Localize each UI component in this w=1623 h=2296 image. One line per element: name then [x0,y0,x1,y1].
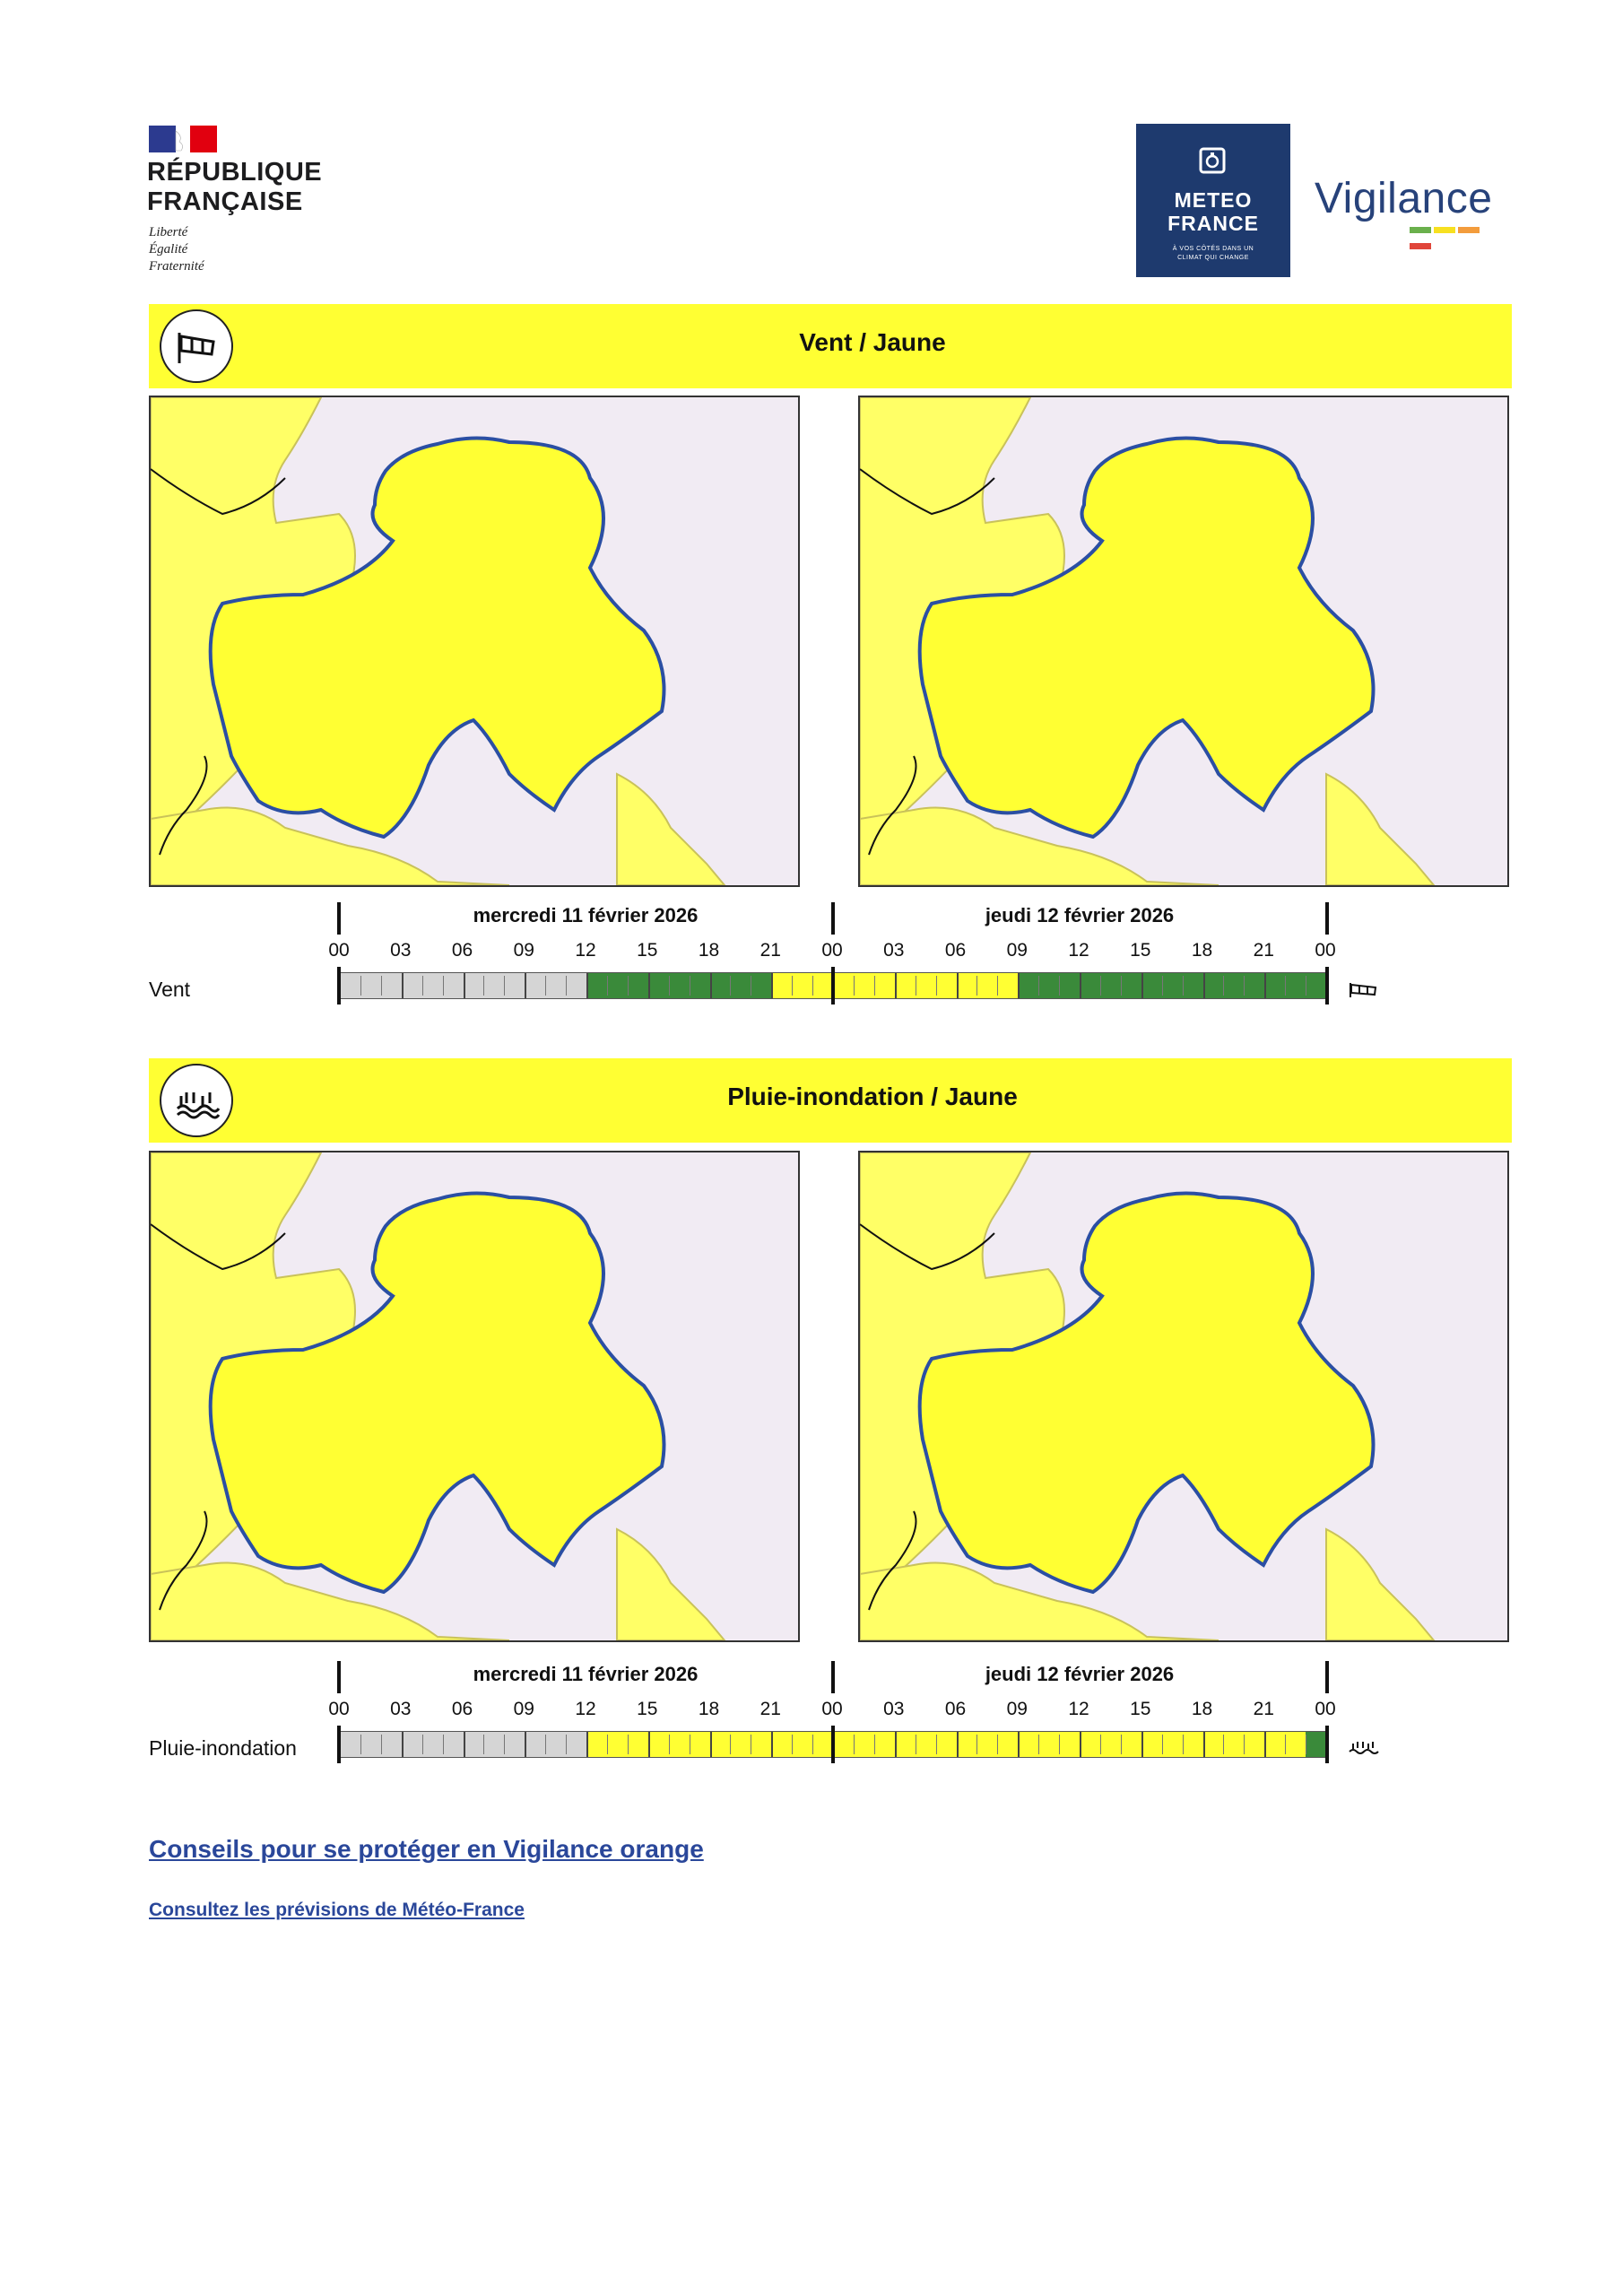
pluie-banner [149,1058,1512,1143]
vent-hour-tick [360,976,361,996]
pluie-day2-label: jeudi 12 février 2026 [985,1663,1175,1685]
vent-hour-tick [1059,976,1060,996]
pluie-bar-divider-middle [831,1726,835,1763]
vent-hour-tick [710,973,712,998]
pluie-hour-tick [1264,1732,1266,1757]
pluie-hour-tick [648,1732,650,1757]
vent-map-day2 [858,396,1509,887]
vent-hour-tick [607,976,608,996]
vent-day-divider-end [1325,902,1329,935]
vigilance-bar-green [1410,227,1431,233]
vent-hour-tick [854,976,855,996]
vent-bar-divider-end [1325,967,1329,1004]
vent-hour-tick [792,976,793,996]
vent-hour-tick [1080,973,1081,998]
pluie-hour-label: 18 [1191,1699,1213,1719]
vent-bar-divider-middle [831,967,835,1004]
vent-hour-tick [1285,976,1286,996]
vent-hour-label: 12 [575,940,596,961]
vent-hour-label: 18 [1191,940,1213,961]
pluie-hour-label: 18 [698,1699,720,1719]
vent-hour-label: 00 [328,940,350,961]
vent-day-divider-start [337,902,341,935]
vent-hour-tick [545,976,546,996]
pluie-bar-divider-start [337,1726,341,1763]
vent-hour-label: 21 [1253,940,1274,961]
vigilance-bar-yellow [1434,227,1455,233]
pluie-hour-tick [402,1732,404,1757]
pluie-hour-tick [628,1735,629,1754]
vent-hour-tick [976,976,977,996]
pluie-hour-tick [874,1735,875,1754]
vent-hour-label: 09 [513,940,534,961]
republique-francaise-title [147,158,322,217]
vent-hour-tick [525,973,526,998]
pluie-hour-tick [1018,1732,1020,1757]
vent-hour-tick [586,973,588,998]
pluie-hour-label: 00 [821,1699,843,1719]
vent-hour-tick [1121,976,1122,996]
windsock-icon [160,309,233,383]
pluie-hour-label: 09 [513,1699,534,1719]
pluie-hour-tick [525,1732,526,1757]
pluie-hour-tick [1223,1735,1224,1754]
windsock-small-icon [1349,981,1379,999]
pluie-banner-title: Pluie-inondation / Jaune [727,1083,1018,1110]
vent-hour-tick [464,973,465,998]
motto-liberte: Liberté [149,225,188,239]
vent-hour-tick [1264,973,1266,998]
pluie-hour-tick [710,1732,712,1757]
pluie-hour-label: 21 [1253,1699,1274,1719]
pluie-hour-label: 00 [1315,1699,1336,1719]
vent-hour-tick [1203,973,1205,998]
vent-day-divider-middle [831,902,835,935]
vent-hour-label: 15 [637,940,658,961]
pluie-segment-green [1306,1732,1326,1757]
pluie-hour-tick [1285,1735,1286,1754]
meteo-line: METEO [1174,188,1253,212]
pluie-segment-yellow [586,1732,1306,1757]
pluie-hour-tick [669,1735,670,1754]
vigilance-advice-link[interactable]: Conseils pour se protéger en Vigilance orange [149,1835,704,1863]
pluie-hour-tick [443,1735,444,1754]
meteo-forecast-link[interactable]: Consultez les prévisions de Météo-France [149,1900,525,1920]
vent-hour-tick [402,973,404,998]
vent-hour-label: 12 [1068,940,1089,961]
pluie-hour-tick [730,1735,731,1754]
pluie-hour-label: 12 [1068,1699,1089,1719]
pluie-hour-tick [607,1735,608,1754]
pluie-hour-tick [812,1735,813,1754]
pluie-map-day2 [858,1151,1509,1642]
vent-hour-tick [895,973,897,998]
tagline-line-1: À VOS CÔTÉS DANS UN [1172,246,1254,252]
pluie-hour-tick [771,1732,773,1757]
motto-fraternite: Fraternité [149,259,204,274]
vent-hour-tick [504,976,505,996]
vent-hour-tick [381,976,382,996]
pluie-hour-tick [854,1735,855,1754]
vent-hour-tick [1244,976,1245,996]
vent-hour-label: 00 [1315,940,1336,961]
vent-hour-label: 00 [821,940,843,961]
pluie-hour-tick [422,1735,423,1754]
pluie-hour-tick [1162,1735,1163,1754]
vent-segment-green [1018,973,1326,998]
pluie-row-label: Pluie-inondation [149,1736,297,1760]
meteo-france-tagline [1154,245,1272,263]
meteo-france-name [1136,188,1290,235]
flood-small-icon [1349,1738,1379,1756]
pluie-hour-tick [381,1735,382,1754]
pluie-day-divider-end [1325,1661,1329,1693]
pluie-hour-tick [792,1735,793,1754]
vent-hour-tick [1162,976,1163,996]
pluie-hour-label: 12 [575,1699,596,1719]
vent-hour-tick [483,976,484,996]
pluie-hour-label: 15 [1130,1699,1151,1719]
vent-hour-label: 06 [451,940,473,961]
pluie-hour-label: 03 [390,1699,412,1719]
vent-bar-divider-start [337,967,341,1004]
francaise-line: FRANÇAISE [147,187,303,216]
vent-banner [149,304,1512,388]
pluie-hour-tick [976,1735,977,1754]
vent-row-label: Vent [149,978,191,1001]
vent-hour-tick [628,976,629,996]
vent-hour-tick [1038,976,1039,996]
france-line: FRANCE [1167,212,1259,235]
vent-hour-tick [957,973,959,998]
pluie-hour-axis [0,1699,1623,1722]
pluie-hour-tick [586,1732,588,1757]
republique-line: RÉPUBLIQUE [147,158,323,187]
vent-hour-tick [1183,976,1184,996]
motto-egalite: Égalité [149,242,188,257]
pluie-hour-label: 21 [759,1699,781,1719]
pluie-hour-label: 06 [451,1699,473,1719]
pluie-day-divider-middle [831,1661,835,1693]
vent-hour-tick [812,976,813,996]
vigilance-color-bars [1410,227,1505,233]
vigilance-bar-red [1410,243,1431,249]
pluie-hour-tick [545,1735,546,1754]
vent-banner-title: Vent / Jaune [799,328,946,356]
vigilance-bar-orange [1458,227,1480,233]
pluie-map-day1 [149,1151,800,1642]
pluie-day-divider-start [337,1661,341,1693]
pluie-hour-tick [1244,1735,1245,1754]
pluie-hour-tick [957,1732,959,1757]
vent-hour-label: 06 [944,940,967,961]
vent-hour-tick [730,976,731,996]
pluie-hour-tick [464,1732,465,1757]
pluie-hour-tick [1203,1732,1205,1757]
vent-hour-tick [1141,973,1143,998]
vent-hour-tick [443,976,444,996]
pluie-hour-tick [1183,1735,1184,1754]
pluie-hour-tick [1141,1732,1143,1757]
pluie-hour-tick [1038,1735,1039,1754]
vent-hour-tick [669,976,670,996]
pluie-hour-tick [997,1735,998,1754]
pluie-day1-label: mercredi 11 février 2026 [473,1663,699,1685]
vent-hour-label: 21 [759,940,781,961]
pluie-hour-label: 00 [328,1699,350,1719]
pluie-hour-label: 15 [637,1699,658,1719]
pluie-hour-tick [504,1735,505,1754]
vent-hour-label: 03 [883,940,905,961]
vent-hour-tick [874,976,875,996]
pluie-hour-tick [1080,1732,1081,1757]
pluie-hour-tick [1059,1735,1060,1754]
republique-francaise-flag-logo [149,126,217,152]
pluie-hour-label: 09 [1006,1699,1028,1719]
pluie-hour-label: 06 [944,1699,967,1719]
vent-hour-tick [1100,976,1101,996]
pluie-hour-tick [360,1735,361,1754]
pluie-hour-label: 03 [883,1699,905,1719]
vent-hour-tick [936,976,937,996]
pluie-hour-tick [566,1735,567,1754]
vent-hour-label: 18 [698,940,720,961]
vent-hour-tick [771,973,773,998]
vent-hour-label: 09 [1006,940,1028,961]
pluie-hour-tick [1100,1735,1101,1754]
vent-hour-tick [1018,973,1020,998]
vent-hour-tick [648,973,650,998]
vent-hour-axis [0,940,1623,963]
flood-icon [160,1064,233,1137]
vigilance-title: Vigilance [1315,175,1493,222]
meteo-france-emblem-icon [1199,147,1226,174]
vent-hour-label: 03 [390,940,412,961]
tagline-line-2: CLIMAT QUI CHANGE [1177,255,1249,261]
vent-segment-green [586,973,771,998]
vent-hour-tick [1223,976,1224,996]
vent-hour-label: 15 [1130,940,1151,961]
pluie-hour-tick [895,1732,897,1757]
pluie-hour-tick [936,1735,937,1754]
pluie-bar-divider-end [1325,1726,1329,1763]
pluie-hour-tick [1121,1735,1122,1754]
vent-hour-tick [997,976,998,996]
republique-motto [149,224,204,275]
pluie-hour-tick [483,1735,484,1754]
vent-day2-label: jeudi 12 février 2026 [985,904,1175,926]
vent-day1-label: mercredi 11 février 2026 [473,904,699,926]
vent-hour-tick [422,976,423,996]
meteo-france-logo [1136,124,1290,277]
vent-map-day1 [149,396,800,887]
vent-hour-tick [566,976,567,996]
